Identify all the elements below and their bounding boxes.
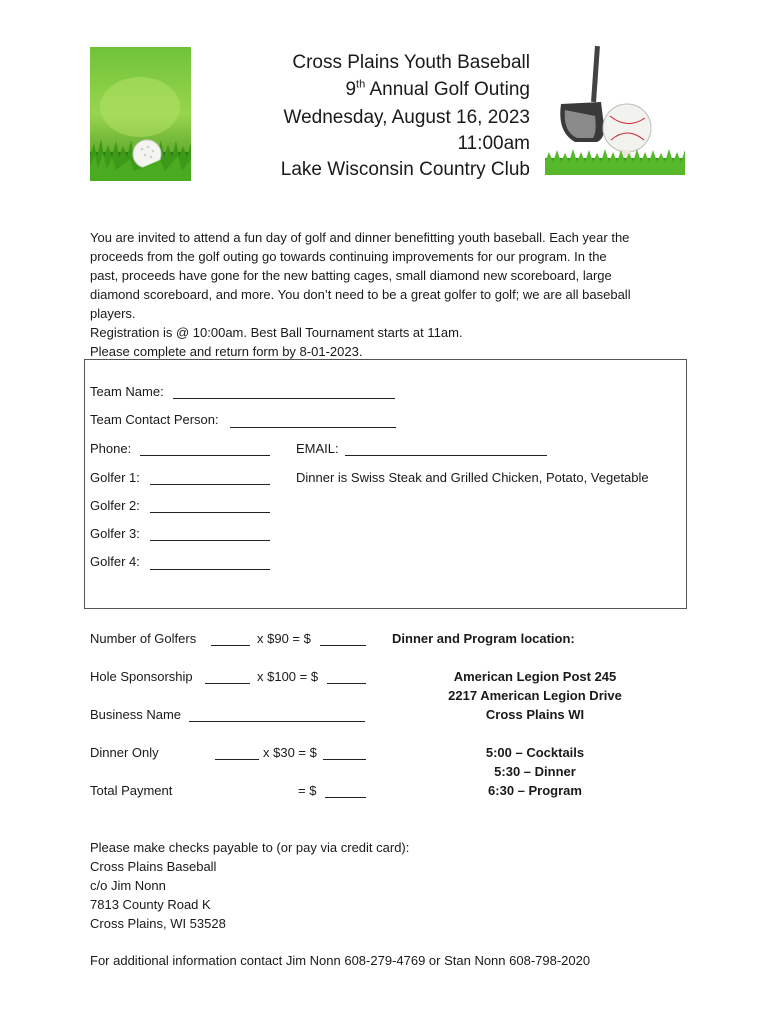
intro-line: proceeds from the golf outing go towards continuing improvements for our program. In the (90, 249, 607, 264)
location-street: 2217 American Legion Drive (448, 688, 622, 703)
event-number: 9 (345, 79, 357, 100)
checks-address-line: Cross Plains, WI 53528 (90, 916, 226, 931)
checks-block (90, 838, 409, 933)
golfer-3-field[interactable] (150, 540, 270, 541)
phone-field[interactable] (140, 455, 270, 456)
event-title (345, 77, 530, 102)
location-name: American Legion Post 245 (453, 669, 617, 684)
event-name: Annual Golf Outing (365, 79, 530, 100)
registration-note: Registration is @ 10:00am. Best Ball Tournament starts at 11am. (90, 325, 463, 340)
hole-sponsorship-label: Hole Sponsorship (90, 669, 193, 684)
dinner-only-label: Dinner Only (90, 745, 159, 760)
golfer-1-label: Golfer 1: (90, 470, 140, 485)
dinner-only-rate: x $30 = $ (263, 745, 317, 760)
golf-ball-grass-image (90, 47, 191, 181)
event-time: 11:00am (457, 133, 530, 154)
schedule-item: 5:30 – Dinner (494, 764, 576, 779)
golfer-2-label: Golfer 2: (90, 498, 140, 513)
total-payment-label: Total Payment (90, 783, 173, 798)
golf-club-ball-image (545, 40, 685, 175)
total-payment-field[interactable] (325, 797, 366, 798)
dinner-only-amount-field[interactable] (323, 759, 366, 760)
event-venue: Lake Wisconsin Country Club (280, 159, 530, 180)
num-golfers-amount-field[interactable] (320, 645, 366, 646)
golfer-1-field[interactable] (150, 484, 270, 485)
golfer-4-field[interactable] (150, 569, 270, 570)
email-label: EMAIL: (296, 441, 339, 456)
intro-paragraph (90, 228, 631, 361)
golfer-2-field[interactable] (150, 512, 270, 513)
num-golfers-rate: x $90 = $ (257, 631, 311, 646)
num-golfers-label: Number of Golfers (90, 631, 197, 646)
dinner-note: Dinner is Swiss Steak and Grilled Chicken, Potato, Vegetable (296, 470, 649, 485)
event-org-title: Cross Plains Youth Baseball (292, 52, 530, 73)
team-contact-field[interactable] (230, 427, 396, 428)
team-name-label: Team Name: (90, 384, 164, 399)
checks-instruction: Please make checks payable to (or pay via credit card): (90, 840, 410, 855)
business-name-field[interactable] (189, 721, 365, 722)
contact-info: For additional information contact Jim Nonn 608-279-4769 or Stan Nonn 608-798-2020 (90, 953, 591, 968)
location-city: Cross Plains WI (485, 707, 585, 722)
team-name-field[interactable] (173, 398, 395, 399)
schedule-item: 6:30 – Program (488, 783, 582, 798)
team-contact-label: Team Contact Person: (90, 412, 219, 427)
checks-address-line: Cross Plains Baseball (90, 859, 217, 874)
location-heading: Dinner and Program location: (392, 631, 575, 646)
dinner-only-field[interactable] (215, 759, 259, 760)
total-payment-rate: = $ (298, 783, 317, 798)
golfer-3-label: Golfer 3: (90, 526, 140, 541)
num-golfers-field[interactable] (211, 645, 250, 646)
phone-label: Phone: (90, 441, 132, 456)
schedule-item: 5:00 – Cocktails (485, 745, 585, 760)
business-name-label: Business Name (90, 707, 182, 722)
hole-sponsorship-amount-field[interactable] (327, 683, 366, 684)
hole-sponsorship-rate: x $100 = $ (257, 669, 319, 684)
hole-sponsorship-field[interactable] (205, 683, 250, 684)
intro-line: players. (90, 306, 136, 321)
golfer-4-label: Golfer 4: (90, 554, 140, 569)
checks-address-line: c/o Jim Nonn (90, 878, 166, 893)
intro-line: diamond scoreboard, and more. You don’t need to be a great golfer to golf; we are all baseball (90, 287, 631, 302)
deadline-note: Please complete and return form by 8-01-2023. (90, 344, 363, 359)
event-number-suffix: th (356, 78, 366, 91)
checks-address-line: 7813 County Road K (90, 897, 211, 912)
intro-line: You are invited to attend a fun day of golf and dinner benefitting youth baseball. Each year the (90, 230, 630, 245)
event-date: Wednesday, August 16, 2023 (283, 107, 530, 128)
schedule-block (420, 743, 650, 800)
email-field[interactable] (345, 455, 547, 456)
location-block (420, 667, 650, 724)
intro-line: past, proceeds have gone for the new batting cages, small diamond new scoreboard, large (90, 268, 612, 283)
